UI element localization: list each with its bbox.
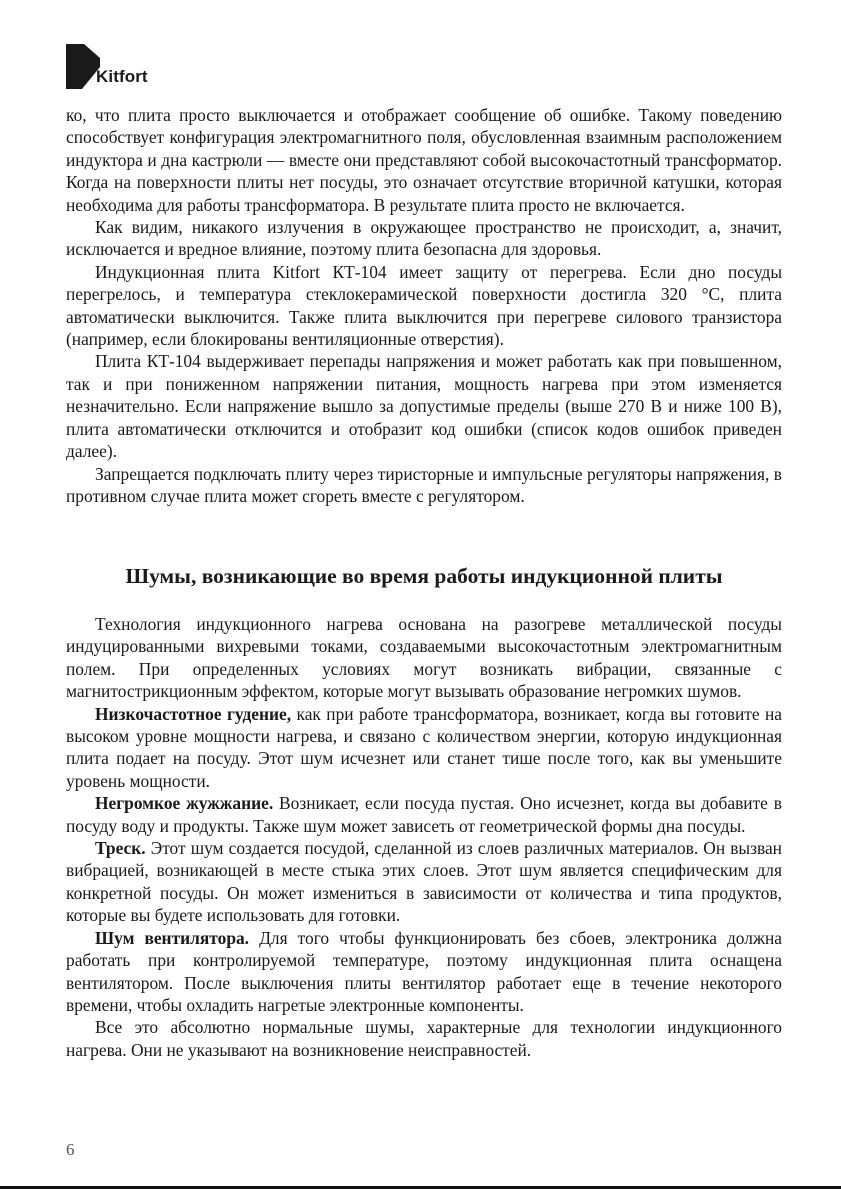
noise-item [66, 792, 782, 837]
noise-item [66, 927, 782, 1017]
noise-term: Треск. [95, 838, 146, 859]
paragraph: Запрещается подключать плиту через тиристорные и импульсные регуляторы напряжения, в противном случае плита может сгореть вместе с регулятором. [66, 463, 782, 506]
brand-logo [66, 42, 148, 90]
paragraph: Плита КТ-104 выдерживает перепады напряжения и может работать как при повышенном, так и при пониженном напряжении питания, мощность нагрева при этом изменяется незначительно. Если напряжение вышло за допустимые пределы (выше 270 В и ниже 100 В), плита автоматически отключится и отобразит код ошибки (список кодов ошибок приведен далее). [66, 351, 782, 462]
kitfort-logo-icon [66, 44, 100, 90]
section-1-text [66, 104, 782, 507]
brand-name: Kitfort [96, 67, 148, 86]
paragraph: Все это абсолютно нормальные шумы, характерные для технологии индукционного нагрева. Они не указывают на возникновение неисправностей. [66, 1017, 782, 1060]
noise-description: Этот шум создается посудой, сделанной из слоев различных материалов. Он вызван вибрацией, возникающей в месте стыка этих слоев. Этот шум является специфическим для конкретной посуды. Он может измениться в зависимости от количества и типа продуктов, которые вы будете использовать для готовки. [66, 838, 782, 926]
section-2-text [66, 613, 782, 1061]
noise-description: как при работе трансформатора, возникает, когда вы готовите на высоком уровне мощности нагрева, и связано с количеством энергии, которую индукционная плита подает на посуду. Этот шум исчезнет или станет тише после того, как вы уменьшите уровень мощности. [66, 703, 783, 791]
paragraph: Технология индукционного нагрева основана на разогреве металлической посуды индуцированными вихревыми токами, создаваемыми высокочастотным электромагнитным полем. При определенных условиях могут возникать вибрации, связанные с магнитострикционным эффектом, которые могут вызывать образование негромких шумов. [66, 614, 782, 702]
paragraph: ко, что плита просто выключается и отображает сообщение об ошибке. Такому поведению способствует конфигурация электромагнитного поля, обусловленная взаимным расположением индуктора и дна кастрюли — вместе они представляют собой высокочастотный трансформатор. Когда на поверхности плиты нет посуды, это означает отсутствие вторичной катушки, которая необходима для работы трансформатора. В результате плита просто не включается. [66, 105, 782, 215]
paragraph: Индукционная плита Kitfort КТ-104 имеет защиту от перегрева. Если дно посуды перегрелось, и температура стеклокерамической поверхности достигла 320 °С, плита автоматически выключится. Также плита выключится при перегреве силового транзистора (например, если блокированы вентиляционные отверстия). [66, 261, 782, 350]
section-heading: Шумы, возникающие во время работы индукционной плиты [125, 564, 723, 588]
noise-term: Шум вентилятора. [95, 927, 250, 948]
noise-term: Низкочастотное гудение, [95, 703, 292, 724]
paragraph: Как видим, никакого излучения в окружающее пространство не происходит, а, значит, исключается и вредное влияние, поэтому плита безопасна для здоровья. [66, 217, 782, 260]
noise-item [66, 837, 782, 927]
noise-description: Для того чтобы функционировать без сбоев, электроника должна работать при контролируемой температуре, поэтому индукционная плита оснащена вентилятором. После выключения плиты вентилятор работает еще в течение некоторого времени, чтобы охладить нагретые электронные компоненты. [66, 927, 782, 1015]
noise-description: Возникает, если посуда пустая. Оно исчезнет, когда вы добавите в посуду воду и продукты. Также шум может зависеть от геометрической формы дна посуды. [66, 793, 782, 836]
noise-item [66, 703, 782, 793]
noise-term: Негромкое жужжание. [95, 793, 274, 814]
page-number: 6 [66, 1140, 75, 1159]
